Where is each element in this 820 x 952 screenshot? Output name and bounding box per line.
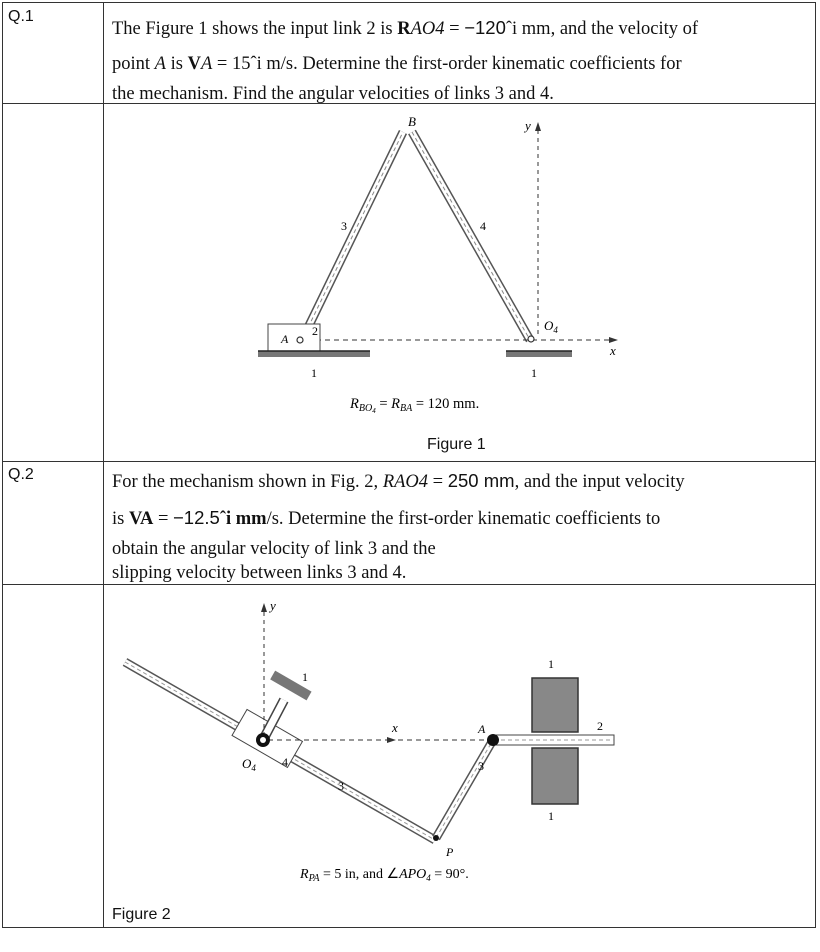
pin-a: [297, 337, 303, 343]
guide-bottom: [532, 748, 578, 804]
q2-line-3: obtain the angular velocity of link 3 and the: [112, 539, 436, 559]
label-link-3: 3: [341, 219, 347, 233]
link-2-rod: [494, 735, 614, 745]
question-1-text: [112, 10, 808, 106]
row-divider: [2, 461, 816, 462]
figure-1-diagram: [104, 105, 816, 455]
figure-2-diagram: [104, 586, 816, 926]
label-link-3b: 3: [478, 759, 484, 773]
link-3-short: [436, 740, 493, 838]
link-4: [412, 132, 530, 340]
label-link-4: 4: [480, 219, 486, 233]
label-guide-bottom: 1: [548, 809, 554, 823]
label-x: x: [392, 720, 398, 735]
q2-line-2: is VA = −12.5ˆi mm/s. Determine the first-order kinematic coefficients to: [112, 507, 661, 529]
label-link-4: 4: [282, 755, 288, 769]
figure-2-formula: $R_{PA} = 5$ in, and $\angle APO_4 = 90^\circ$.: [300, 867, 469, 884]
label-p: P: [446, 845, 454, 859]
label-o4: $O_4$: [242, 756, 256, 773]
label-link-2: 2: [597, 719, 603, 733]
label-guide-top: 1: [548, 657, 554, 671]
question-number-1: Q.1: [8, 8, 34, 25]
label-link-3a: 3: [338, 779, 344, 793]
label-link-2: 2: [312, 324, 318, 338]
label-ground-1: 1: [302, 670, 308, 684]
question-2-text: [112, 463, 808, 585]
q1-line-2: point A is VA = 15ˆi m/s. Determine the first-order kinematic coefficients for: [112, 54, 682, 74]
label-b: B: [408, 114, 416, 129]
label-a: A: [281, 332, 289, 346]
question-number-2: Q.2: [8, 466, 34, 483]
link-3: [302, 132, 403, 340]
pivot-o4: [528, 336, 534, 342]
q2-line-4: slipping velocity between links 3 and 4.: [112, 563, 407, 583]
pin-a: [487, 734, 499, 746]
ground-left-hatch: [258, 351, 370, 357]
y-axis-arrow: [261, 603, 267, 612]
figure-1-caption: Figure 1: [427, 436, 486, 453]
q2-line-1: For the mechanism shown in Fig. 2, RAO4 = 250 mm, and the input velocity: [112, 470, 685, 492]
label-a: A: [478, 722, 486, 736]
figure-2-caption: Figure 2: [112, 906, 171, 923]
figure-1-formula: $R_{BO}4 = R_{BA} = 120$ mm.: [350, 396, 480, 415]
label-x: x: [610, 343, 616, 358]
label-y: y: [270, 598, 276, 613]
y-axis-arrow: [535, 122, 541, 131]
point-p: [433, 835, 439, 841]
q1-line-1: The Figure 1 shows the input link 2 is RAO4 = −120ˆi mm, and the velocity of: [112, 17, 699, 39]
ground-right-hatch: [506, 351, 572, 357]
guide-top: [532, 678, 578, 732]
x-axis-arrow: [387, 737, 396, 743]
label-y: y: [525, 118, 531, 133]
label-ground-left: 1: [311, 366, 317, 380]
label-o4: $O_4$: [544, 318, 558, 335]
q1-line-3: the mechanism. Find the angular velocities of links 3 and 4.: [112, 84, 554, 104]
label-ground-right: 1: [531, 366, 537, 380]
